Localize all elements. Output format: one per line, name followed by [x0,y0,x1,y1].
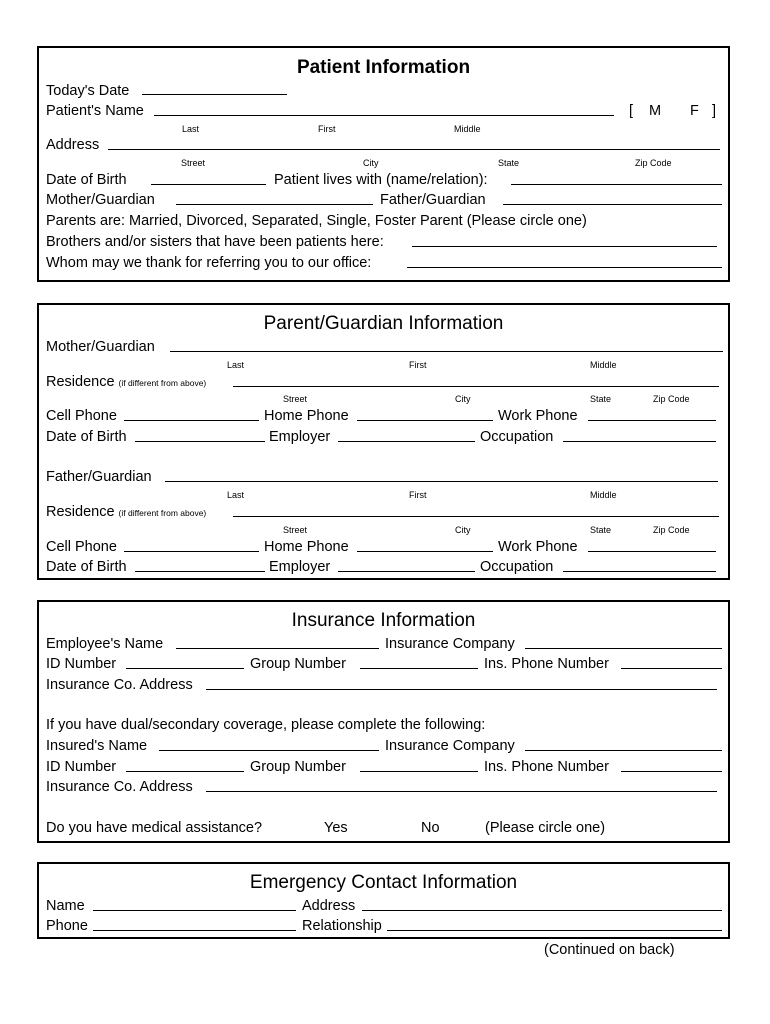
father-dob-field[interactable] [135,571,265,572]
mother-sub-last: Last [227,360,245,370]
dob-field[interactable] [151,184,266,185]
father-work-phone-field[interactable] [588,551,716,552]
insurance-title: Insurance Information [291,610,476,631]
emergency-contact-section [37,862,730,939]
residence-text: Residence [46,374,115,390]
patient-information-title: Patient Information [296,57,471,78]
name-sub-first: First [318,124,336,134]
insurance-company-field[interactable] [525,648,722,649]
emergency-relationship-label: Relationship [302,918,382,934]
patient-information-section [37,46,730,282]
sex-bracket-open: [ [629,103,634,119]
father-guardian-label: Father/Guardian [46,469,152,485]
address-label: Address [46,137,100,153]
emergency-name-field[interactable] [93,910,296,911]
mother-employer-label: Employer [269,429,331,445]
sex-bracket-close: ] [712,103,717,119]
emergency-contact-title: Emergency Contact Information [249,872,518,893]
mother-work-phone-label: Work Phone [498,408,578,424]
mother-sub-street: Street [283,394,308,404]
referral-label: Whom may we thank for referring you to our office: [46,255,372,271]
father-cell-phone-label: Cell Phone [46,539,117,555]
lives-with-label: Patient lives with (name/relation): [274,172,488,188]
secondary-address-field[interactable] [206,791,717,792]
insured-name-field[interactable] [159,750,379,751]
emergency-address-field[interactable] [362,910,722,911]
address-sub-state: State [498,158,520,168]
siblings-label: Brothers and/or sisters that have been patients here: [46,234,384,250]
father-occupation-label: Occupation [480,559,554,575]
mother-cell-phone-label: Cell Phone [46,408,117,424]
mother-sub-state: State [590,394,612,404]
father-sub-last: Last [227,490,245,500]
emergency-relationship-field[interactable] [387,930,722,931]
lives-with-field[interactable] [511,184,722,185]
address-sub-street: Street [181,158,206,168]
group-number-label: Group Number [250,656,346,672]
ins-phone-label: Ins. Phone Number [484,656,609,672]
father-sub-first: First [409,490,427,500]
medical-assistance-no[interactable]: No [421,820,440,836]
father-cell-phone-field[interactable] [124,551,259,552]
emergency-phone-field[interactable] [93,930,296,931]
father-employer-field[interactable] [338,571,475,572]
todays-date-label: Today's Date [46,83,130,99]
insured-name-label: Insured's Name [46,738,148,754]
id-number-label: ID Number [46,656,117,672]
secondary-id-number-field[interactable] [126,771,244,772]
mother-dob-label: Date of Birth [46,429,127,445]
dual-coverage-note: If you have dual/secondary coverage, please complete the following: [46,717,486,733]
employee-name-field[interactable] [176,648,379,649]
emergency-phone-label: Phone [46,918,88,934]
todays-date-field[interactable] [142,94,287,95]
patients-name-label: Patient's Name [46,103,144,119]
mother-occupation-field[interactable] [563,441,716,442]
mother-work-phone-field[interactable] [588,420,716,421]
dob-label: Date of Birth [46,172,127,188]
mother-dob-field[interactable] [135,441,265,442]
father-dob-label: Date of Birth [46,559,127,575]
secondary-company-field[interactable] [525,750,722,751]
mother-guardian-name-field[interactable] [170,351,723,352]
mother-occupation-label: Occupation [480,429,554,445]
id-number-field[interactable] [126,668,244,669]
father-guardian-name-field[interactable] [165,481,718,482]
insurance-address-field[interactable] [206,689,717,690]
secondary-ins-phone-field[interactable] [621,771,722,772]
mother-sub-zip: Zip Code [653,394,690,404]
insurance-section [37,600,730,843]
emergency-address-label: Address [302,898,356,914]
emergency-name-label: Name [46,898,85,914]
mother-home-phone-label: Home Phone [264,408,349,424]
parent-guardian-title: Parent/Guardian Information [263,313,504,334]
residence-note: (if different from above) [118,378,207,388]
mother-residence-label [46,373,206,392]
mother-guardian-label: Mother/Guardian [46,339,155,355]
father-home-phone-field[interactable] [357,551,493,552]
medical-assistance-question: Do you have medical assistance? [46,820,263,836]
medical-assistance-yes[interactable]: Yes [324,820,348,836]
residence-note: (if different from above) [118,508,207,518]
sex-option-f[interactable]: F [690,103,699,119]
insurance-address-label: Insurance Co. Address [46,677,193,693]
parent-guardian-section [37,303,730,580]
father-sub-state: State [590,525,612,535]
mother-guardian-field[interactable] [176,204,373,205]
insurance-company-label: Insurance Company [385,636,515,652]
father-work-phone-label: Work Phone [498,539,578,555]
ins-phone-field[interactable] [621,668,722,669]
secondary-company-label: Insurance Company [385,738,515,754]
father-occupation-field[interactable] [563,571,716,572]
name-sub-middle: Middle [454,124,481,134]
father-sub-city: City [455,525,471,535]
father-home-phone-label: Home Phone [264,539,349,555]
father-sub-zip: Zip Code [653,525,690,535]
group-number-field[interactable] [360,668,478,669]
secondary-group-number-label: Group Number [250,759,346,775]
father-residence-label [46,503,206,522]
father-guardian-field[interactable] [503,204,722,205]
continued-on-back-note: (Continued on back) [544,942,675,958]
mother-sub-middle: Middle [590,360,617,370]
name-sub-last: Last [182,124,200,134]
sex-option-m[interactable]: M [649,103,662,119]
father-residence-field[interactable] [233,516,719,517]
referral-field[interactable] [407,267,722,268]
circle-one-note: (Please circle one) [485,820,606,836]
address-sub-zip: Zip Code [635,158,672,168]
mother-guardian-label: Mother/Guardian [46,192,155,208]
address-sub-city: City [363,158,379,168]
father-sub-street: Street [283,525,308,535]
secondary-group-number-field[interactable] [360,771,478,772]
mother-sub-city: City [455,394,471,404]
parents-status-options[interactable]: Parents are: Married, Divorced, Separated, Single, Foster Parent (Please circle one) [46,213,587,229]
father-sub-middle: Middle [590,490,617,500]
mother-residence-field[interactable] [233,386,719,387]
mother-home-phone-field[interactable] [357,420,493,421]
father-guardian-label: Father/Guardian [380,192,486,208]
secondary-ins-phone-label: Ins. Phone Number [484,759,609,775]
residence-text: Residence [46,504,115,520]
siblings-field[interactable] [412,246,717,247]
employee-name-label: Employee's Name [46,636,164,652]
mother-employer-field[interactable] [338,441,475,442]
mother-sub-first: First [409,360,427,370]
mother-cell-phone-field[interactable] [124,420,259,421]
patients-name-field[interactable] [154,115,614,116]
father-employer-label: Employer [269,559,331,575]
address-field[interactable] [108,149,720,150]
secondary-id-number-label: ID Number [46,759,117,775]
secondary-address-label: Insurance Co. Address [46,779,193,795]
